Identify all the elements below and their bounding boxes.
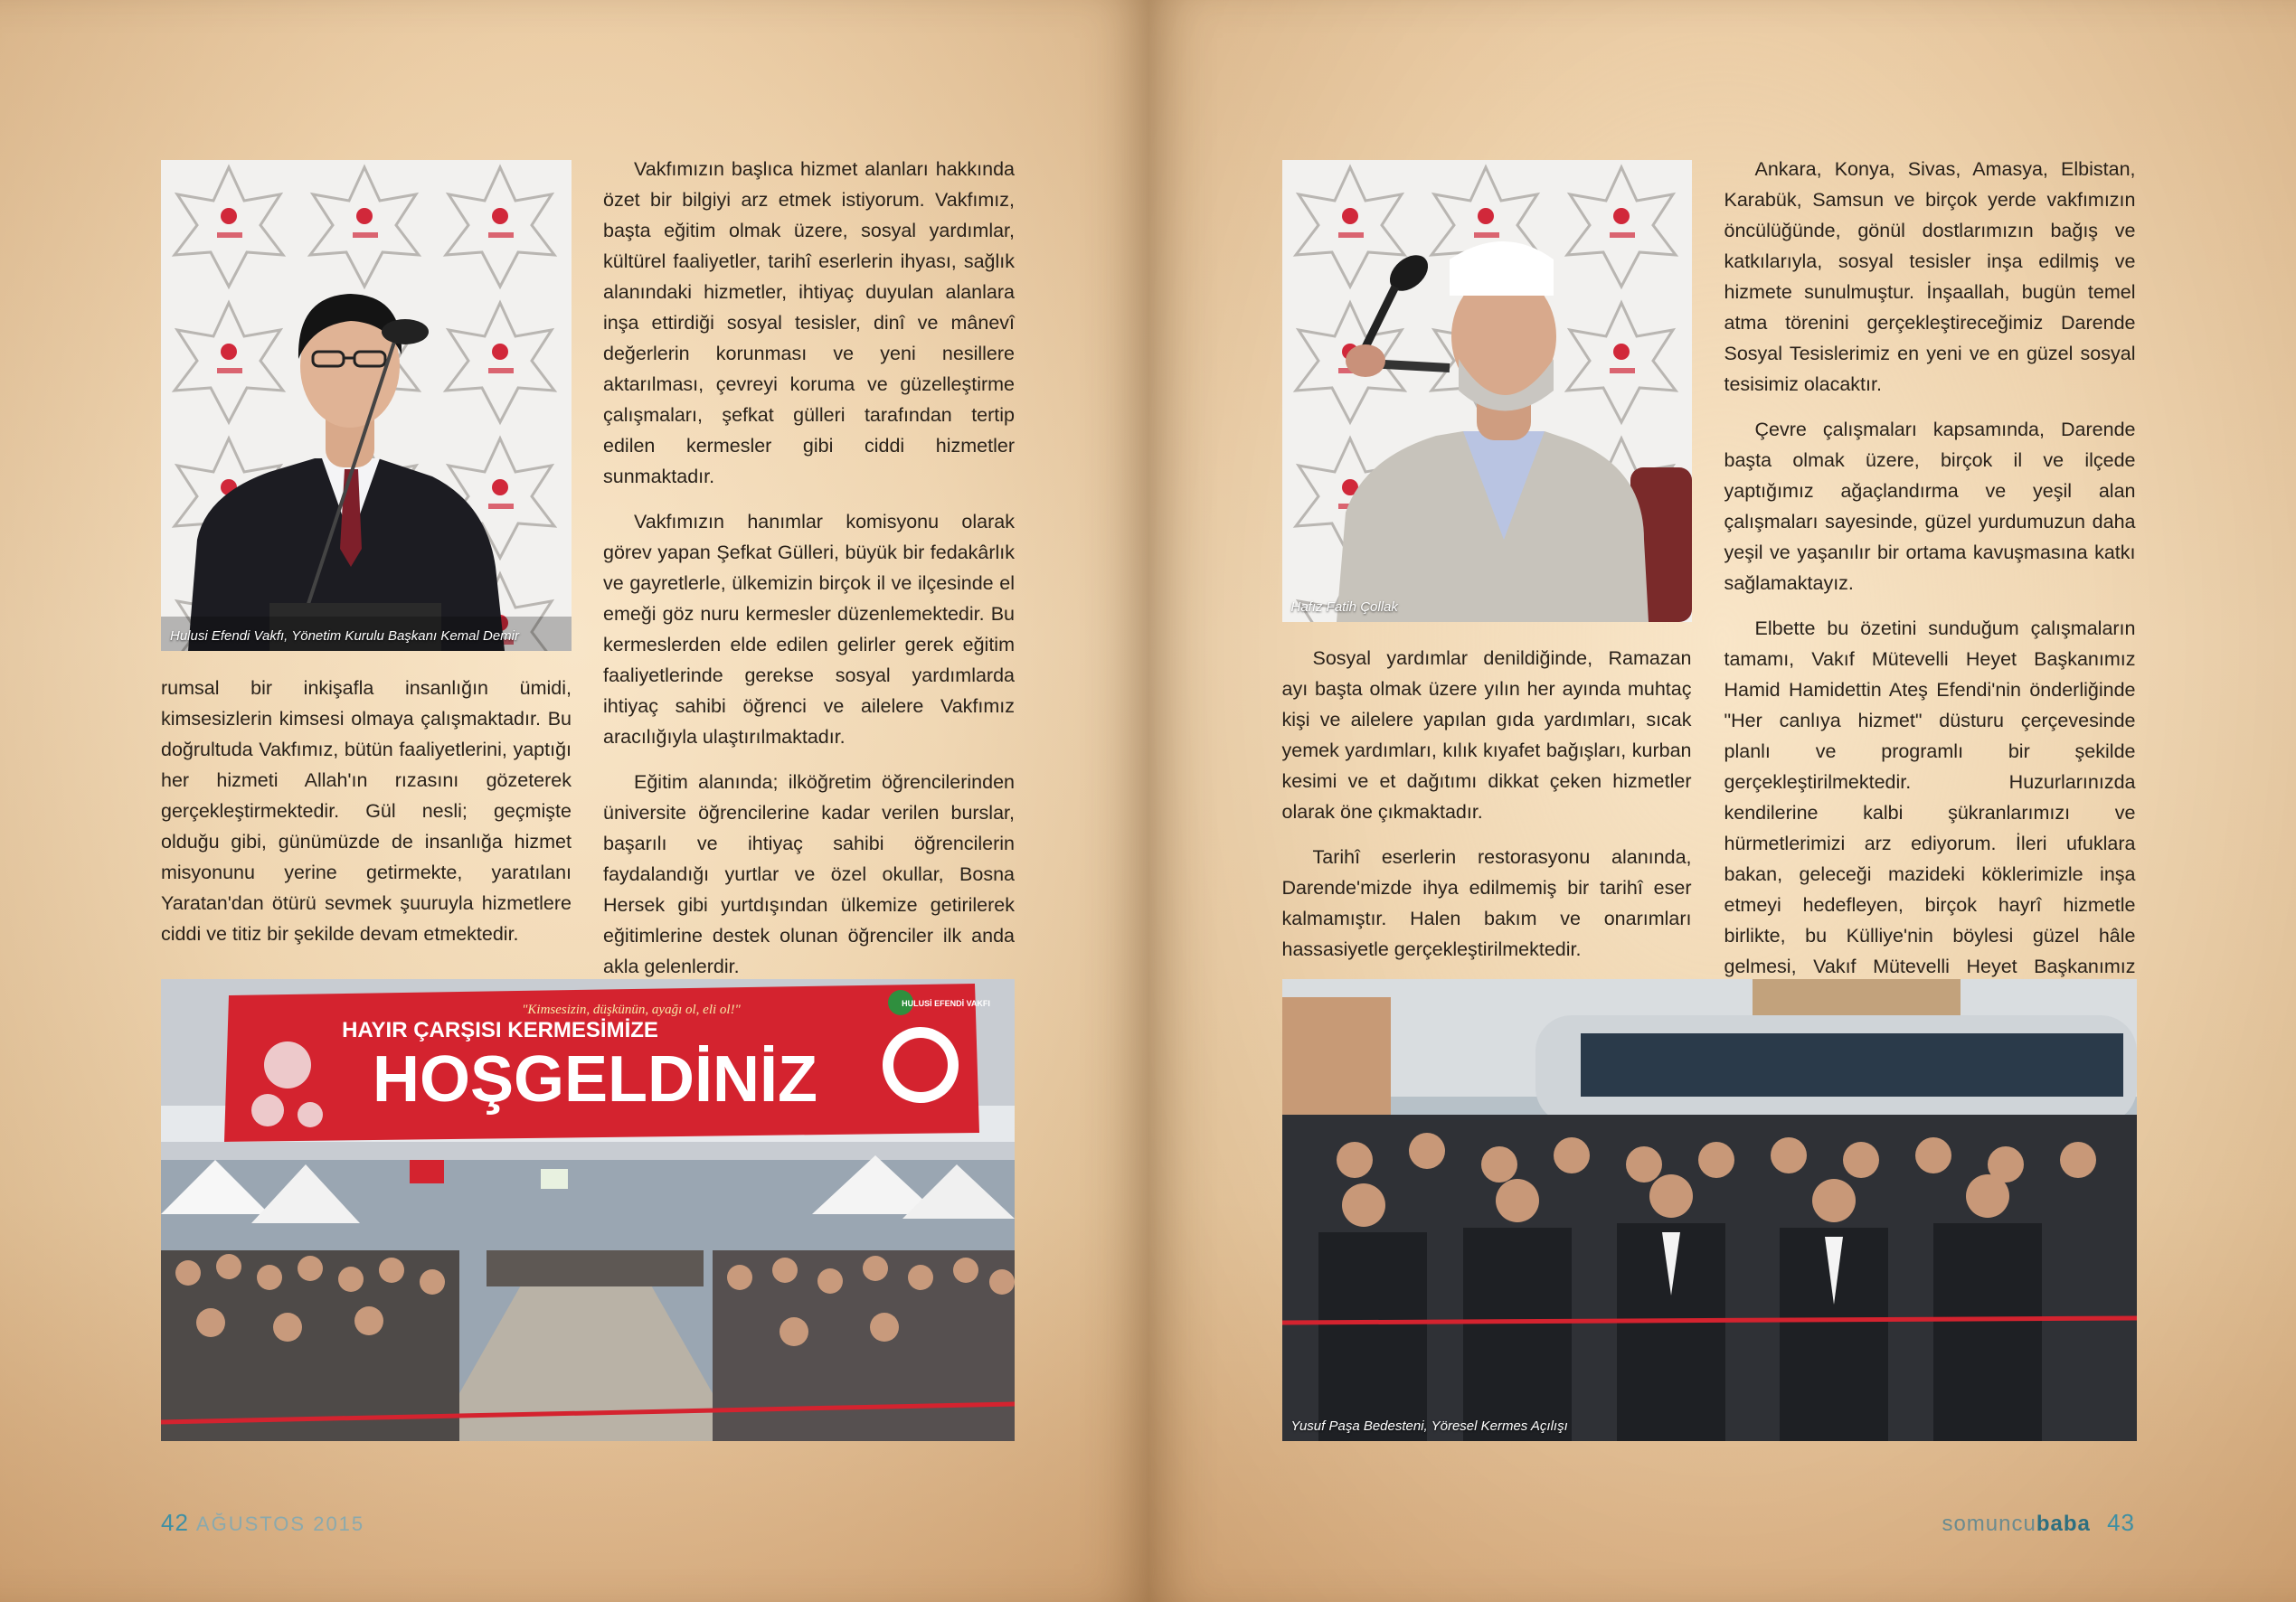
left-col2-paragraph-3: Eğitim alanında; ilköğretim öğrencilerinden üniversite öğrencilerine kadar verilen burslar, başarılı ve ihtiyaç sahibi öğrencilerin faydalandığı yurtlar ve özel okullar, Bosna Hersek gibi yurtdışından ülkemize getirilerek eğitimlerine destek olunan öğrenciler ilk anda akla gelenlerdir.	[603, 771, 1015, 977]
left-col1-paragraph: rumsal bir inkişafla insanlığın ümidi, kimsesizlerin kimsesi olmaya çalışmaktadır. Bu doğrultuda Vakfımız, bütün faaliyetlerini, yaptığı her hizmeti Allah'ın rızasını gözeterek gerçekleştirmektedir. Gül nesli; geçmişte olduğu gibi, günümüzde de insanlığa hizmet misyonunu yerine getirmekte, yaratılanı Yaratan'dan ötürü sevmek şuuruyla hizmetlere ciddi ve titiz bir şekilde devam etmektedir.	[161, 677, 572, 945]
speaker-photo-caption: Hulusi Efendi Vakfı, Yönetim Kurulu Başkanı Kemal Demir	[170, 628, 520, 644]
kermes-illustration	[161, 979, 1015, 1441]
speaker-photo	[161, 160, 572, 651]
brand-bold: baba	[2036, 1512, 2091, 1536]
right-page	[1148, 0, 2296, 1602]
right-col2-paragraph-1: Ankara, Konya, Sivas, Amasya, Elbistan, Karabük, Samsun ve birçok yerde vakfımızın öncülüğünde, gönül dostlarımızın bağış ve katkılarıyla, sosyal tesisler inşa edilmiş ve hizmete sunulmuştur. İnşaallah, bugün temel atma törenini gerçekleştireceğimiz Darende Sosyal Tesislerimiz en yeni ve en güzel sosyal tesisimiz olacaktır.	[1724, 158, 2136, 395]
right-col1-paragraph-1: Sosyal yardımlar denildiğinde, Ramazan ayı başta olmak üzere yılın her ayında muhtaç kişi ve ailelere yapılan gıda yardımları, sıcak yemek yardımları, kılık kıyafet bağışları, kurban kesimi ve et dağıtımı dikkat çeken hizmetler olarak öne çıkmaktadır.	[1281, 647, 1692, 823]
singer-illustration	[1282, 160, 1692, 622]
banner-small-text: HAYIR ÇARŞISI KERMESİMİZE	[342, 1018, 658, 1042]
banner-motto: "Kimsesizin, düşkünün, ayağı ol, eli ol!"	[522, 1003, 741, 1017]
left-page-folio	[161, 1509, 364, 1537]
right-column-1	[1282, 643, 1692, 979]
banner-big-text: HOŞGELDİNİZ	[372, 1043, 818, 1116]
kermes-photo	[161, 979, 1015, 1441]
left-column-2	[603, 154, 1015, 996]
right-col1-paragraph-2: Tarihî eserlerin restorasyonu alanında, Darende'mizde ihya edilmemiş bir tarihî eser kalmamıştır. Halen bakım ve onarımları hassasiyetle gerçekleştirilmektedir.	[1281, 846, 1692, 960]
left-col2-paragraph-1: Vakfımızın başlıca hizmet alanları hakkında özet bir bilgiyi arz etmek istiyorum. Vakfımız, başta eğitim olmak üzere, sosyal yardımlar, kültürel faaliyetler, tarihî eserlerin ihyası, sağlık alanındaki hizmetler, ihtiyaç duyulan alanlara inşa ettirdiği sosyal tesisler, dinî ve mânevî değerlerin korunması ve yeni nesillere aktarılması, çevreyi koruma ve güzelleştirme çalışmaları, şefkat gülleri tarafından tertip edilen kermesler gibi ciddi hizmetler sunmaktadır.	[603, 158, 1015, 487]
right-page-folio	[1942, 1509, 2135, 1537]
brand-light: somuncu	[1942, 1512, 2036, 1536]
left-column-1	[161, 673, 572, 964]
left-col2-paragraph-2: Vakfımızın hanımlar komisyonu olarak görev yapan Şefkat Gülleri, büyük bir fedakârlık ve gayretlerle, ülkemizin birçok il ve ilçesinde el emeği göz nuru kermesler düzenlemektedir. Bu kermeslerden elde edilen gelirler gerek eğitim faaliyetlerinde gerekse sosyal yardımlarda ihtiyaç sahibi öğrenci ve ailelere Vakfımız aracılığıyla ulaştırılmaktadır.	[603, 511, 1015, 748]
magazine-brand	[1942, 1512, 2090, 1536]
ribbon-photo-caption: Yusuf Paşa Bedesteni, Yöresel Kermes Açılışı	[1290, 1418, 1568, 1434]
banner-org-text: HULUSİ EFENDİ VAKFI	[902, 999, 990, 1008]
right-page-number: 43	[2107, 1509, 2135, 1536]
ribbon-cutting-illustration	[1282, 979, 2137, 1441]
ribbon-cutting-photo	[1282, 979, 2137, 1441]
singer-photo	[1282, 160, 1692, 622]
right-col2-paragraph-3: Elbette bu özetini sunduğum çalışmaların tamamı, Vakıf Mütevelli Heyet Başkanımız Hamid Hamidettin Ateş Efendi'nin önderliğinde "Her canlıya hizmet" düsturu çerçevesinde planlı ve programlı bir şekilde gerçekleştirilmektedir. Huzurlarınızda kendilerine kalbi şükranlarımızı ve hürmetlerimizi arz ediyorum. İleri ufuklara bakan, geleceği mazideki köklerimizle inşa etmeyi hedefleyen, birçok hayrî hizmetle birlikte, bu Külliye'nin böylesi güzel hâle gelmesi, Vakıf Mütevelli Heyet Başkanımız	[1724, 617, 2136, 977]
singer-photo-caption: Hafız Fatih Çollak	[1290, 599, 1398, 615]
speaker-illustration	[161, 160, 572, 651]
issue-month: AĞUSTOS 2015	[195, 1512, 365, 1535]
right-col2-paragraph-2: Çevre çalışmaları kapsamında, Darende başta olmak üzere, birçok il ve ilçede yaptığımız ağaçlandırma ve yeşil alan çalışmaları sayesinde, güzel yurdumuzun daha yeşil ve yaşanılır bir ortama kavuşmasına katkı sağlamaktayız.	[1724, 419, 2136, 594]
left-page-number: 42	[161, 1509, 189, 1536]
